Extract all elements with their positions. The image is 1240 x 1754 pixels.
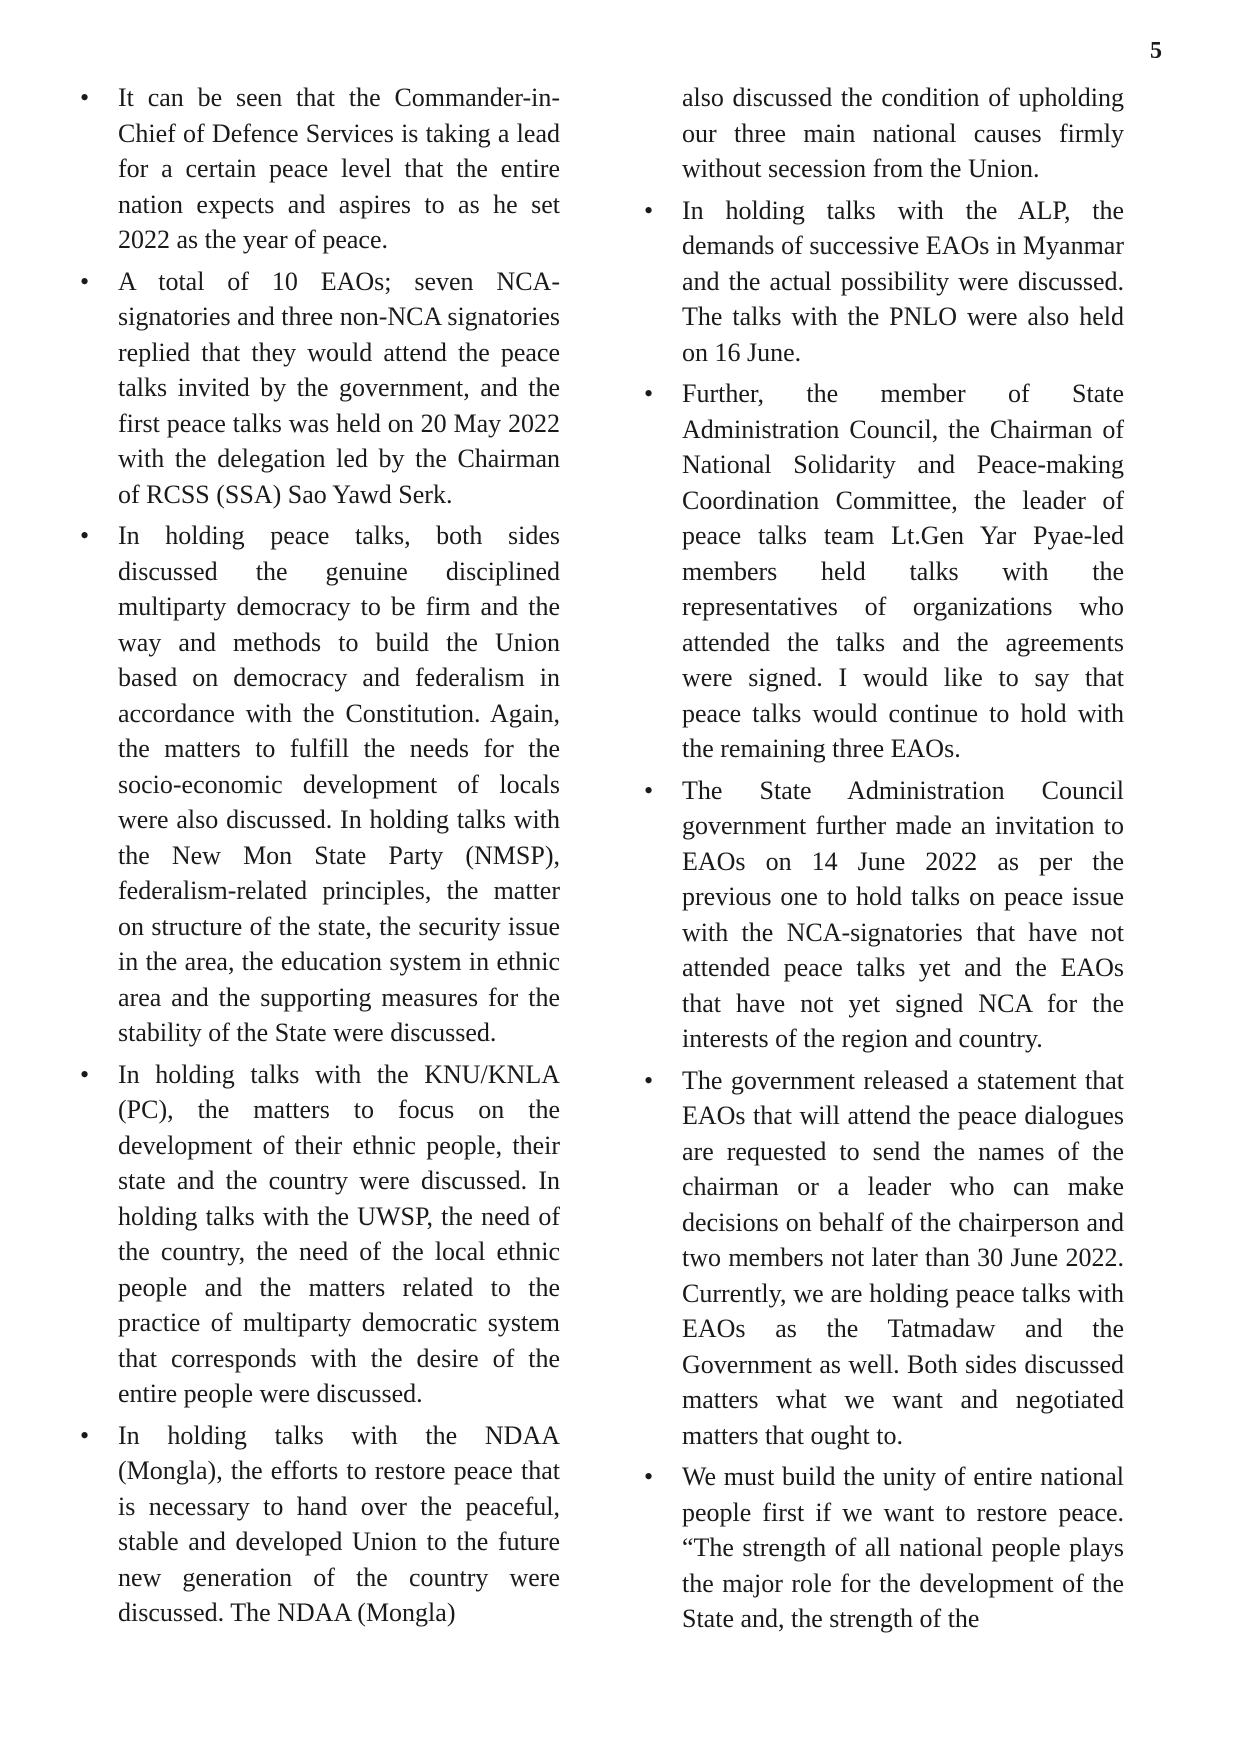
bullet-item xyxy=(640,773,1124,1057)
bullet-icon: • xyxy=(80,1420,90,1450)
bullet-text: also discussed the condition of upholding our three main national causes firmly without secession from the Union. xyxy=(682,83,1124,183)
bullet-item xyxy=(640,376,1124,767)
bullet-icon: • xyxy=(80,83,90,112)
bullet-icon: • xyxy=(80,1059,90,1089)
bullet-item xyxy=(640,1063,1124,1454)
left-column xyxy=(76,80,560,1637)
bullet-item xyxy=(76,518,560,1051)
left-bullet-list xyxy=(76,80,560,1631)
bullet-icon: • xyxy=(80,521,90,550)
bullet-text: In holding peace talks, both sides discussed the genuine disciplined multiparty democracy to be firm and the way and methods to build the Union based on democracy and federalism in accordance with the Constitution. Again, the matters to fulfill the needs for the socio-economic development of locals were also discussed. In holding talks with the New Mon State Party (NMSP), federalism-related principles, the matter on structure of the state, the security issue in the area, the education system in ethnic area and the supporting measures for the stability of the State were discussed. xyxy=(118,521,560,1047)
bullet-item xyxy=(76,80,560,258)
bullet-text: The government released a statement that EAOs that will attend the peace dialogues are requested to send the names of the chairman or a leader who can make decisions on behalf of the chairperson and two members not later than 30 June 2022. Currently, we are holding peace talks with EAOs as the Tatmadaw and the Government as well. Both sides discussed matters what we want and negotiated matters that ought to. xyxy=(682,1065,1124,1450)
continued-paragraph xyxy=(640,80,1124,187)
right-column xyxy=(640,80,1124,1643)
right-bullet-list xyxy=(640,80,1124,1637)
bullet-item xyxy=(640,193,1124,371)
bullet-icon: • xyxy=(644,379,654,408)
bullet-text: We must build the unity of entire national people first if we want to restore peace. “The strength of all national people plays the major role for the development of the State and, the strength of the xyxy=(682,1462,1124,1633)
page-number: 5 xyxy=(1150,38,1162,64)
bullet-item xyxy=(76,1418,560,1631)
bullet-text: The State Administration Council government further made an invitation to EAOs on 14 June 2022 as per the previous one to hold talks on peace issue with the NCA-signatories that have not attended peace talks yet and the EAOs that have not yet signed NCA for the interests of the region and country. xyxy=(682,775,1124,1053)
bullet-item xyxy=(640,1459,1124,1637)
bullet-icon: • xyxy=(644,775,654,805)
bullet-item xyxy=(76,1057,560,1412)
bullet-text: Further, the member of State Administration Council, the Chairman of National Solidarity and Peace-making Coordination Committee, the leader of peace talks team Lt.Gen Yar Pyae-led members held talks with the representatives of organizations who attended the talks and the agreements were signed. I would like to say that peace talks would continue to hold with the remaining three EAOs. xyxy=(682,379,1124,763)
bullet-text: In holding talks with the NDAA (Mongla), the efforts to restore peace that is necessary to hand over the peaceful, stable and developed Union to the future new generation of the country were discussed. The NDAA (Mongla) xyxy=(118,1420,560,1627)
bullet-text: In holding talks with the KNU/KNLA (PC), the matters to focus on the development of their ethnic people, their state and the country were discussed. In holding talks with the UWSP, the need of the country, the need of the local ethnic people and the matters related to the practice of multiparty democratic system that corresponds with the desire of the entire people were discussed. xyxy=(118,1059,560,1408)
bullet-icon: • xyxy=(644,1065,654,1095)
bullet-text: In holding talks with the ALP, the demands of successive EAOs in Myanmar and the actual possibility were discussed. The talks with the PNLO were also held on 16 June. xyxy=(682,195,1124,367)
bullet-icon: • xyxy=(80,266,90,296)
bullet-text: It can be seen that the Commander-in-Chief of Defence Services is taking a lead for a certain peace level that the entire nation expects and aspires to as he set 2022 as the year of peace. xyxy=(118,83,560,254)
bullet-icon: • xyxy=(644,195,654,225)
bullet-item xyxy=(76,264,560,513)
bullet-icon: • xyxy=(644,1462,654,1491)
bullet-text: A total of 10 EAOs; seven NCA-signatories and three non-NCA signatories replied that they would attend the peace talks invited by the government, and the first peace talks was held on 20 May 2022 with the delegation led by the Chairman of RCSS (SSA) Sao Yawd Serk. xyxy=(118,266,560,509)
